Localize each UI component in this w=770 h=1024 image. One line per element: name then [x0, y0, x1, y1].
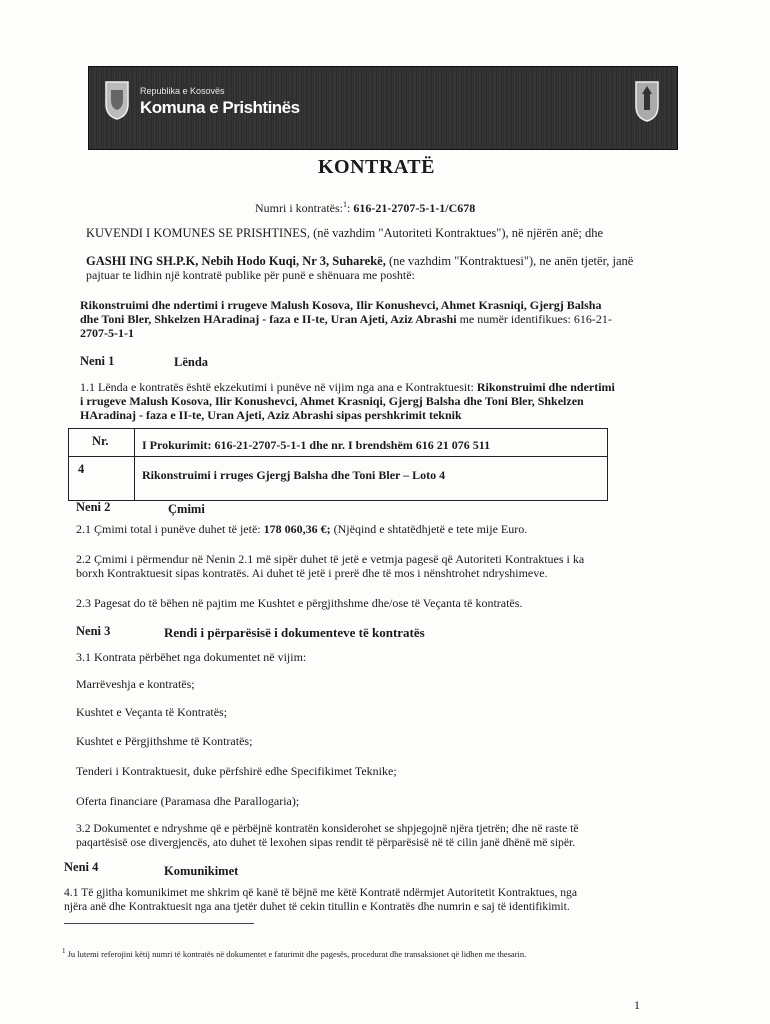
neni-3-para-2-line-1: 3.2 Dokumentet e ndryshme që e përbëjnë kontratën konsiderohet se shpjegojnë njëra tjetrën; dhe në raste të: [76, 822, 579, 835]
project-line-2: [80, 312, 612, 326]
municipality-name: Komuna e Prishtinës: [140, 98, 300, 117]
document-title: KONTRATË: [318, 156, 435, 178]
party-2-line: [86, 254, 633, 268]
party-2-name: GASHI ING SH.P.K, Nebih Hodo Kuqi, Nr 3, Suharekë,: [86, 254, 386, 268]
party-1-role: (në vazhdim "Autoriteti Kontraktues"), në njërën anë; dhe: [309, 226, 604, 240]
neni-2-para-1: [76, 522, 527, 536]
republic-label: Republika e Kosovës: [140, 86, 225, 96]
neni-2-para-1-start: 2.1 Çmimi total i punëve duhet të jetë:: [76, 522, 264, 536]
contract-number-label: Numri i kontratës:: [255, 201, 343, 215]
neni-2-heading: Çmimi: [168, 502, 205, 516]
kosovo-coat-of-arms-icon: [104, 80, 130, 120]
footnote-separator: [64, 923, 254, 924]
table-header-procurement: I Prokurimit: 616-21-2707-5-1-1 dhe nr. I brendshëm 616 21 076 511: [142, 438, 491, 452]
project-line-2-bold: dhe Toni Bler, Shkelzen HAradinaj - faza e II-te, Uran Ajeti, Aziz Abrashi: [80, 312, 457, 326]
contract-number-line: Numri i kontratës:$^1$: 616-21-2707-5-1-1/C678: [255, 200, 476, 215]
neni-3-para-2-line-2: paqartësisë ose divergjencës, ato duhet të lexohen sipas rendit të përparësisë në të cilin janë dhënë më sipër.: [76, 836, 576, 849]
neni-4-heading: Komunikimet: [164, 864, 239, 878]
document-list-item: Kushtet e Përgjithshme të Kontratës;: [76, 734, 253, 748]
page-number: 1: [634, 998, 640, 1012]
footnote-mark: 1: [62, 947, 66, 955]
project-line-1: Rikonstruimi dhe ndertimi i rrugeve Malush Kosova, Ilir Konushevci, Ahmet Krasniqi, Gjergj Balsha: [80, 298, 602, 312]
neni-1-para-line-2: i rrugeve Malush Kosova, Ilir Konushevci, Ahmet Krasniqi, Gjergj Balsha dhe Toni Bler, Shkelzen: [80, 394, 584, 408]
neni-1-label: Neni 1: [80, 354, 115, 368]
neni-2-para-2-line-1: 2.2 Çmimi i përmendur në Nenin 2.1 më sipër duhet të jetë e vetmja pagesë që Autoriteti Kontraktues i ka: [76, 552, 585, 566]
footnote-reference: 1: [342, 200, 347, 209]
table-border-bottom: [68, 500, 608, 501]
party-1-name: KUVENDI I KOMUNES SE PRISHTINES,: [86, 226, 310, 240]
neni-3-heading: Rendi i përparësisë i dokumenteve të kontratës: [164, 625, 425, 640]
neni-4-para-line-1: 4.1 Të gjitha komunikimet me shkrim që kanë të bëjnë me këtë Kontratë ndërmjet Autoritetit Kontraktues, nga: [64, 886, 577, 899]
municipality-header-banner: [88, 66, 678, 150]
neni-2-para-3: 2.3 Pagesat do të bëhen në pajtim me Kushtet e përgjithshme dhe/ose të Veçanta të kontratës.: [76, 596, 523, 610]
table-border-left: [68, 428, 69, 501]
document-list-item: Tenderi i Kontraktuesit, duke përfshirë edhe Specifikimet Teknike;: [76, 764, 397, 778]
table-header-nr: Nr.: [92, 434, 109, 448]
table-column-divider: [134, 428, 135, 501]
neni-4-para-line-2: njëra anë dhe Kontraktuesit nga ana tjetër duhet të cekin titullin e Kontratës dhe numrin e saj të identifikimit.: [64, 900, 570, 913]
contract-number-value: 616-21-2707-5-1-1/C678: [353, 201, 476, 215]
party-2-line-2: pajtuar te lidhin një kontratë publike për punë e shënuara me poshtë:: [86, 268, 415, 282]
neni-1-para-line-1: [80, 380, 615, 394]
table-row-divider: [68, 456, 608, 457]
neni-4-label: Neni 4: [64, 860, 99, 874]
footnote-text: Ju lutemi referojini këtij numri të kontratës në dokumentet e faturimit dhe pagesës, procedurat dhe transaksionet që lidhen me thesarin.: [67, 948, 527, 959]
table-row-description: Rikonstruimi i rruges Gjergj Balsha dhe Toni Bler – Loto 4: [142, 468, 446, 482]
table-border-right: [607, 428, 608, 501]
neni-1-para-line-3: HAradinaj - faza e II-te, Uran Ajeti, Aziz Abrashi sipas pershkrimit teknik: [80, 408, 462, 422]
party-2-role: (ne vazhdim "Kontraktuesi"), ne anën tjetër, janë: [385, 254, 634, 268]
neni-3-para-1: 3.1 Kontrata përbëhet nga dokumentet në vijim:: [76, 650, 307, 664]
table-row-nr: 4: [78, 462, 85, 476]
neni-1-para-bold: Rikonstruimi dhe ndertimi: [476, 380, 615, 394]
project-line-2-rest: me numër identifikues: 616-21-: [456, 312, 612, 326]
neni-1-heading: Lënda: [174, 355, 209, 369]
project-line-3: 2707-5-1-1: [80, 326, 134, 340]
neni-3-label: Neni 3: [76, 624, 111, 638]
neni-2-price: 178 060,36 €;: [263, 522, 331, 536]
neni-2-price-words: (Njëqind e shtatëdhjetë e tete mije Euro.: [330, 522, 528, 536]
neni-2-label: Neni 2: [76, 500, 111, 514]
document-list-item: Marrëveshja e kontratës;: [76, 677, 195, 691]
party-1-line: [86, 226, 603, 240]
document-list-item: Kushtet e Veçanta të Kontratës;: [76, 705, 228, 719]
neni-1-para-start: 1.1 Lënda e kontratës është ekzekutimi i punëve në vijim nga ana e Kontraktuesit:: [80, 380, 477, 394]
prishtina-emblem-icon: [634, 80, 660, 122]
document-list-item: Oferta financiare (Paramasa dhe Parallogaria);: [76, 794, 300, 808]
footnote: [62, 944, 526, 961]
table-border-top: [68, 428, 608, 429]
neni-2-para-2-line-2: borxh Kontraktuesit sipas kontratës. Ai duhet të jetë i prerë dhe të mos i nënshtrohet ndryshimeve.: [76, 566, 548, 580]
